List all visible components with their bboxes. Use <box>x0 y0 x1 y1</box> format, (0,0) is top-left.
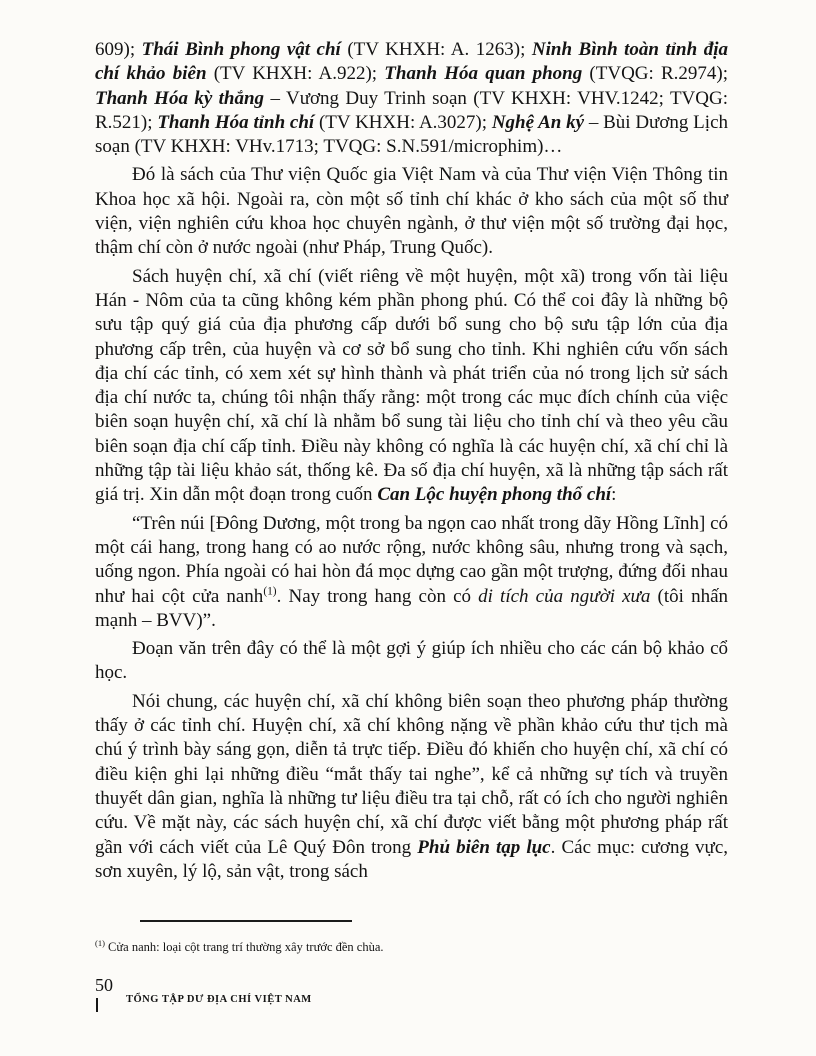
text-segment: (TV KHXH: A.3027); <box>314 111 492 133</box>
paragraph <box>95 690 728 884</box>
footnote <box>95 936 728 955</box>
paragraph <box>95 637 728 686</box>
paragraph <box>95 163 728 260</box>
text-segment: : <box>611 484 617 506</box>
footnote-area <box>95 920 728 955</box>
footnote-text: Cửa nanh: loại cột trang trí thường xây trước đền chùa. <box>104 940 384 955</box>
page-number-tick <box>96 998 98 1012</box>
page-number: 50 <box>95 975 113 995</box>
text-segment: – Vương Duy Trinh soạn (TV KHXH: VHV.1242; TVQG: R.521); <box>95 87 728 133</box>
text-segment: . Nay trong hang còn có <box>276 585 479 607</box>
text-segment: Thanh Hóa tỉnh chí <box>157 111 315 133</box>
text-segment: (TV KHXH: A.922); <box>206 63 385 85</box>
text-segment: . Các mục: cương vực, sơn xuyên, lý lộ, sản vật, trong sách <box>95 836 729 882</box>
text-segment: Đó là sách của Thư viện Quốc gia Việt Nam và của Thư viện Viện Thông tin Khoa học xã hội. Ngoài ra, còn một số tỉnh chí khác ở kho sách của một số thư viện, viện nghiên cứu khoa học chuyên ngành, ở thư viện một số trường đại học, thậm chí còn ở nước ngoài (như Pháp, Trung Quốc). <box>95 164 728 259</box>
footnote-marker: (1) <box>95 938 105 948</box>
text-segment: Nói chung, các huyện chí, xã chí không biên soạn theo phương pháp thường thấy ở các tỉnh chí. Huyện chí, xã chí không nặng về phần khảo cứu thư tịch mà chú ý trình bày sáng gọn, diễn tả trực tiếp. Điều đó khiến cho huyện chí, xã chí có điều kiện ghi lại những điều “mắt thấy tai nghe”, kể cả những sự tích và truyền thuyết dân gian, nghĩa là những tư liệu điều tra tại chỗ, rất có ích cho người nghiên cứu. Về mặt này, các sách huyện chí, xã chí được viết bằng một phương pháp rất gần với cách viết của Lê Quý Đôn trong <box>95 690 728 858</box>
text-segment: Thanh Hóa quan phong <box>384 63 583 85</box>
text-segment: (1) <box>263 585 277 598</box>
text-segment: Thái Bình phong vật chí <box>141 39 341 60</box>
text-segment: Phủ biên tạp lục <box>417 836 551 858</box>
text-segment: (tôi nhấn mạnh – BVV)”. <box>95 585 728 631</box>
text-segment: Đoạn văn trên đây có thể là một gợi ý giúp ích nhiều cho các cán bộ khảo cổ học. <box>95 638 728 684</box>
body-text <box>95 38 728 888</box>
text-segment: 609); <box>95 39 142 60</box>
text-segment: – Bùi Dương Lịch soạn (TV KHXH: VHv.1713; TVQG: S.N.591/microphim)… <box>95 111 728 158</box>
text-segment: di tích của người xưa <box>478 585 651 607</box>
text-segment: Nghệ An ký <box>491 111 585 133</box>
text-segment: Can Lộc huyện phong thổ chí <box>377 484 612 506</box>
paragraph <box>95 265 728 508</box>
text-segment: (TVQG: R.2974); <box>582 63 729 85</box>
paragraph <box>95 512 728 633</box>
paragraph <box>95 38 728 159</box>
text-segment: (TV KHXH: A. 1263); <box>340 39 532 60</box>
page-footer <box>95 975 312 1012</box>
running-title: TỔNG TẬP DƯ ĐỊA CHÍ VIỆT NAM <box>126 994 312 1005</box>
text-segment: Ninh Bình toàn tỉnh địa chí khảo biên <box>95 39 728 85</box>
text-segment: “Trên núi [Đông Dương, một trong ba ngọn cao nhất trong dãy Hồng Lĩnh] có một cái hang, trong hang có ao nước rộng, nước không sâu, nhưng trong và sạch, uống ngon. Phía ngoài có hai hòn đá mọc dựng cao gần một trượng, đứng đối nhau như hai cột cửa nanh <box>95 512 728 607</box>
text-segment: Sách huyện chí, xã chí (viết riêng về một huyện, một xã) trong vốn tài liệu Hán - Nôm của ta cũng không kém phần phong phú. Có thể coi đây là những bộ sưu tập quý giá của địa phương cấp dưới bổ sung cho bộ sưu tập lớn của địa phương cấp trên, của huyện và cơ sở bổ sung cho tỉnh. Khi nghiên cứu vốn sách địa chí các tỉnh, có xem xét sự hình thành và phát triển của nó trong lịch sử sách địa chí nước ta, chúng tôi nhận thấy rằng: một trong các mục đích chính của việc biên soạn huyện chí, xã chí là nhằm bổ sung tài liệu cho tỉnh chí và theo yêu cầu biên soạn địa chí cấp tỉnh. Điều này không có nghĩa là các huyện chí, xã chí chỉ là những tập tài liệu khảo sát, thống kê. Đa số địa chí huyện, xã là những tập sách rất giá trị. Xin dẫn một đoạn trong cuốn <box>95 265 728 506</box>
footnote-separator <box>140 920 352 922</box>
text-segment: Thanh Hóa kỳ thắng <box>95 87 265 109</box>
